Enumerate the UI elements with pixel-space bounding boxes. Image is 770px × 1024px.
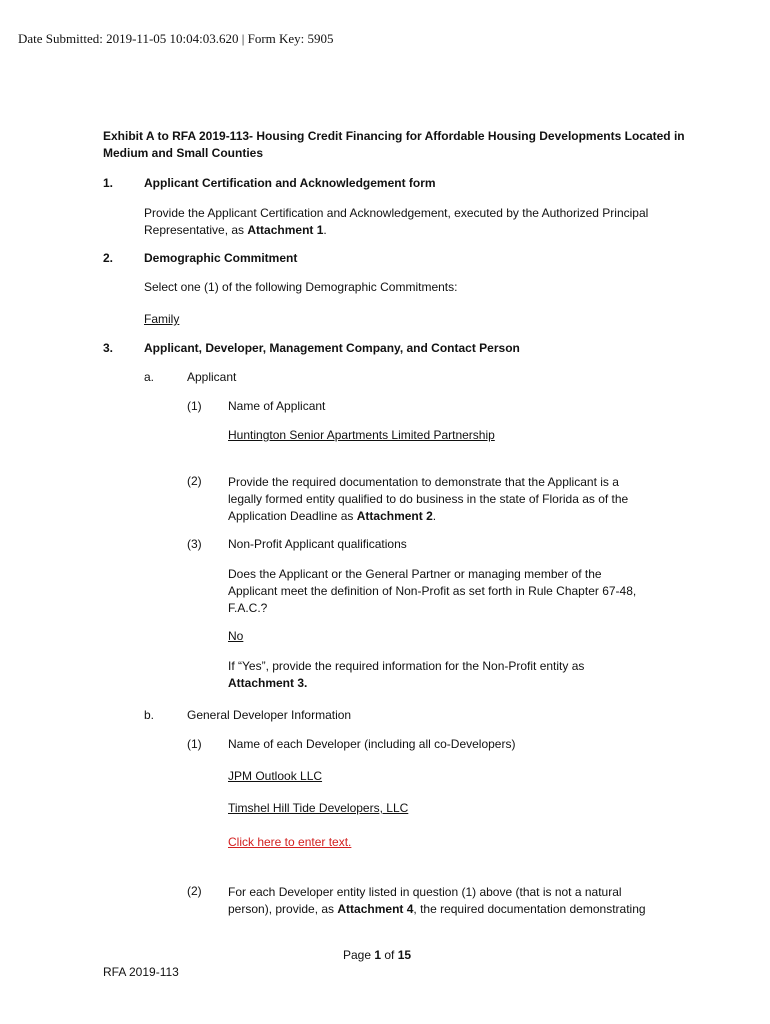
section-1-text-prefix: Representative, as xyxy=(144,223,248,237)
a-q3-label: Non-Profit Applicant qualifications xyxy=(228,537,407,551)
section-3-heading: Applicant, Developer, Management Company, and Contact Person xyxy=(144,341,520,355)
page-number xyxy=(343,948,411,962)
section-1-text xyxy=(144,205,704,239)
a-q3-yes-line-1: If “Yes”, provide the required information for the Non-Profit entity as xyxy=(228,659,585,673)
applicant-name-answer[interactable]: Huntington Senior Apartments Limited Partnership xyxy=(228,428,495,442)
a-q2-number: (2) xyxy=(187,474,202,488)
b-q2-number: (2) xyxy=(187,884,202,898)
subsection-b-label: General Developer Information xyxy=(187,708,352,722)
subsection-a-letter: a. xyxy=(144,370,155,384)
title-line-2: Medium and Small Counties xyxy=(103,146,264,160)
attachment-3-label: Attachment 3. xyxy=(228,676,308,690)
page-total: 15 xyxy=(397,948,412,962)
a-q2-line-2: legally formed entity qualified to do business in the state of Florida as of the xyxy=(228,492,629,506)
subsection-a-label: Applicant xyxy=(187,370,237,384)
submission-header: Date Submitted: 2019-11-05 10:04:03.620 | Form Key: 5905 xyxy=(18,31,334,46)
b-q1-label: Name of each Developer (including all co-Developers) xyxy=(228,737,516,751)
a-q1-label: Name of Applicant xyxy=(228,399,326,413)
a-q2-line-1: Provide the required documentation to demonstrate that the Applicant is a xyxy=(228,475,619,489)
a-q3-number: (3) xyxy=(187,537,202,551)
b-q2-line-2-end: , the required documentation demonstrating xyxy=(413,902,646,916)
section-1-heading: Applicant Certification and Acknowledgement form xyxy=(144,176,436,190)
a-q1-number: (1) xyxy=(187,399,202,413)
a-q3-line-1: Does the Applicant or the General Partner or managing member of the xyxy=(228,567,602,581)
section-1-text-end: . xyxy=(323,223,327,237)
a-q2-line-3-prefix: Application Deadline as xyxy=(228,509,357,523)
a-q3-line-2: Applicant meet the definition of Non-Profit as set forth in Rule Chapter 67-48, xyxy=(228,584,637,598)
a-q3-question xyxy=(228,566,708,617)
page-current: 1 xyxy=(374,948,382,962)
developer-name-answer[interactable]: Timshel Hill Tide Developers, LLC xyxy=(228,801,409,815)
footer-doc-id: RFA 2019-113 xyxy=(103,965,179,979)
a-q2-line-3 xyxy=(228,508,708,525)
section-2-number: 2. xyxy=(103,251,114,265)
title-line-1: Exhibit A to RFA 2019-113- Housing Credit Financing for Affordable Housing Developments Located in xyxy=(103,129,685,143)
developer-name-answer[interactable]: JPM Outlook LLC xyxy=(228,769,323,783)
a-q2-line-3-end: . xyxy=(432,509,437,523)
section-1-text-line-1: Provide the Applicant Certification and Acknowledgement, executed by the Authorized Principal xyxy=(144,206,649,220)
document-title xyxy=(103,128,703,162)
a-q3-yes-instruction xyxy=(228,658,708,692)
page-of: of xyxy=(381,948,398,962)
section-3-number: 3. xyxy=(103,341,114,355)
section-1-number: 1. xyxy=(103,176,114,190)
b-q2-line-2 xyxy=(228,901,708,918)
demographic-answer[interactable]: Family xyxy=(144,312,180,326)
attachment-2-label: Attachment 2 xyxy=(356,509,433,523)
page-prefix: Page xyxy=(343,948,375,962)
section-2-text: Select one (1) of the following Demographic Commitments: xyxy=(144,280,458,294)
b-q2-line-2-prefix: person), provide, as xyxy=(228,902,338,916)
attachment-1-label: Attachment 1 xyxy=(247,223,324,237)
section-1-text-line-2 xyxy=(144,222,704,239)
nonprofit-answer[interactable]: No xyxy=(228,629,244,643)
attachment-4-label: Attachment 4 xyxy=(337,902,414,916)
b-q1-number: (1) xyxy=(187,737,202,751)
section-2-heading: Demographic Commitment xyxy=(144,251,298,265)
a-q3-line-3: F.A.C.? xyxy=(228,601,268,615)
b-q2-line-1: For each Developer entity listed in question (1) above (that is not a natural xyxy=(228,885,622,899)
a-q2-text xyxy=(228,474,708,525)
b-q2-text xyxy=(228,884,708,918)
subsection-b-letter: b. xyxy=(144,708,155,722)
developer-placeholder-field[interactable]: Click here to enter text. xyxy=(228,835,352,849)
